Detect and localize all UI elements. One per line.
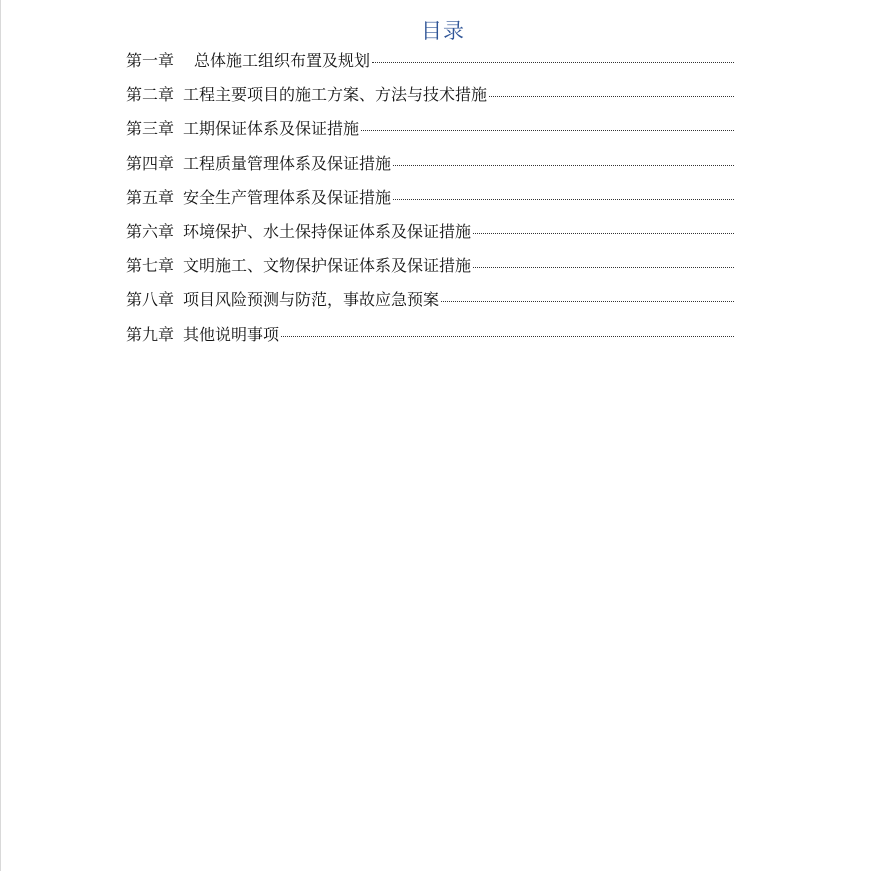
toc-chapter-number: 第七章: [126, 256, 175, 276]
toc-entry-8[interactable]: [126, 286, 734, 320]
toc-title: 目录: [421, 19, 465, 43]
toc-entry-4[interactable]: [126, 150, 734, 184]
toc-entry-6[interactable]: [126, 218, 734, 252]
toc-entry-5[interactable]: [126, 184, 734, 218]
toc-entry-3[interactable]: [126, 115, 734, 149]
toc-chapter-number: 第六章: [126, 221, 175, 241]
toc-list: [126, 47, 734, 355]
toc-dot-leader: [361, 129, 734, 131]
toc-chapter-title: 项目风险预测与防范，事故应急预案: [183, 290, 440, 310]
toc-entry-2[interactable]: [126, 81, 734, 115]
toc-dot-leader: [393, 164, 734, 166]
toc-entry-1[interactable]: [126, 47, 734, 81]
toc-dot-leader: [489, 95, 734, 97]
toc-dot-leader: [473, 266, 734, 268]
toc-dot-leader: [281, 335, 734, 337]
toc-chapter-title: 文明施工、文物保护保证体系及保证措施: [183, 256, 472, 276]
toc-chapter-number: 第三章: [126, 119, 175, 139]
toc-dot-leader: [473, 232, 734, 234]
toc-chapter-number: 第二章: [126, 85, 175, 105]
toc-chapter-title: 总体施工组织布置及规划: [194, 51, 371, 70]
toc-chapter-title: 工程主要项目的施工方案、方法与技术措施: [183, 85, 488, 105]
toc-chapter-title: 安全生产管理体系及保证措施: [183, 187, 392, 207]
toc-dot-leader: [441, 300, 734, 302]
toc-chapter-title: 工期保证体系及保证措施: [183, 119, 360, 139]
toc-chapter-title: 环境保护、水土保持保证体系及保证措施: [183, 221, 472, 241]
toc-chapter-number: 第一章: [126, 51, 175, 70]
toc-chapter-title: 其他说明事项: [183, 324, 280, 344]
toc-entry-9[interactable]: [126, 321, 734, 355]
toc-dot-leader: [393, 198, 734, 200]
toc-chapter-title: 工程质量管理体系及保证措施: [183, 153, 392, 173]
toc-chapter-number: 第四章: [126, 153, 175, 173]
toc-chapter-number: 第五章: [126, 187, 175, 207]
toc-chapter-number: 第九章: [126, 324, 175, 344]
toc-chapter-number: 第八章: [126, 290, 175, 310]
toc-entry-7[interactable]: [126, 252, 734, 286]
toc-dot-leader: [372, 61, 734, 63]
